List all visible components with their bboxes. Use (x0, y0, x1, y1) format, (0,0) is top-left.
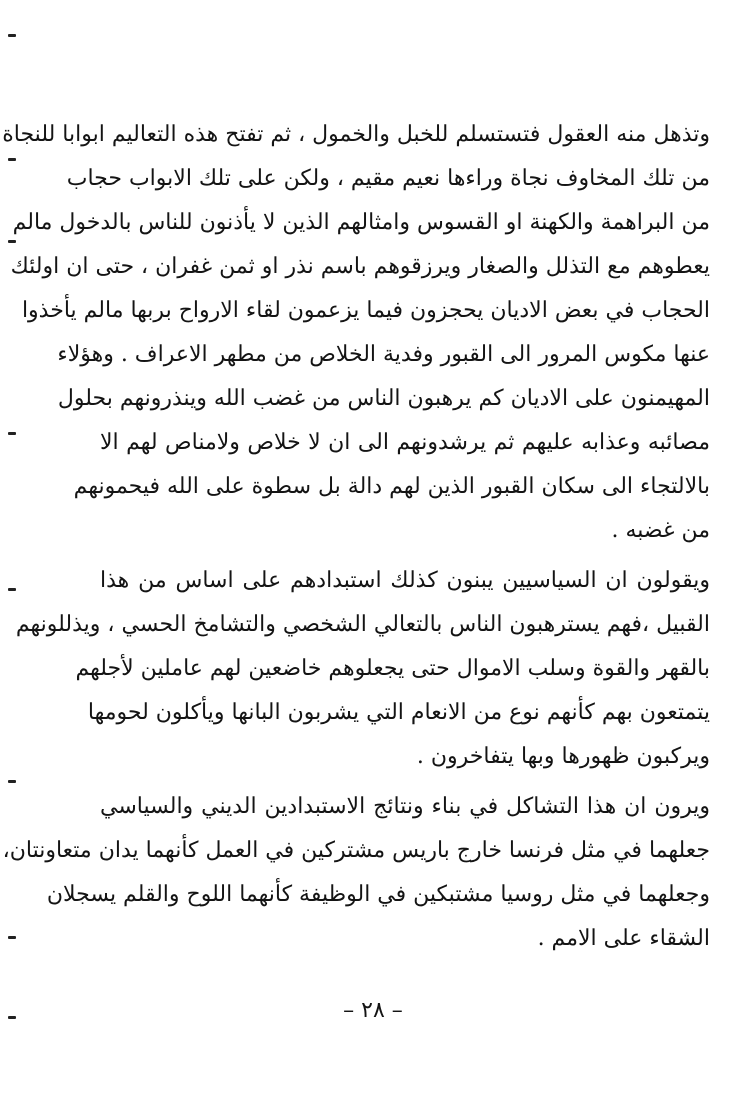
text-line: ويقولون ان السياسيين يبنون كذلك استبدادهم على اساس من هذا (100, 568, 710, 593)
page-number: – ٢٨ – (343, 998, 403, 1023)
text-line: الحجاب في بعض الاديان يحجزون فيما يزعمون لقاء الارواح بربها مالم يأخذوا (21, 298, 710, 323)
margin-mark (8, 780, 16, 783)
margin-mark (8, 34, 16, 37)
text-line: يعطوهم مع التذلل والصغار ويرزقوهم باسم نذر او ثمن غفران ، حتى ان اولئك (10, 254, 710, 279)
margin-mark (8, 936, 16, 939)
text-line: القبيل ،فهم يسترهبون الناس بالتعالي الشخصي والتشامخ الحسي ، ويذللونهم (15, 612, 710, 637)
text-line: من غضبه . (611, 518, 710, 543)
text-line: ويرون ان هذا التشاكل في بناء ونتائج الاستبدادين الديني والسياسي (100, 794, 710, 819)
text-line: الشقاء على الامم . (537, 926, 710, 951)
margin-mark (8, 588, 16, 591)
text-line: من تلك المخاوف نجاة وراءها نعيم مقيم ، ولكن على تلك الابواب حجاب (66, 166, 710, 191)
text-line: يتمتعون بهم كأنهم نوع من الانعام التي يشربون البانها ويأكلون لحومها (87, 700, 710, 725)
text-line: وجعلهما في مثل روسيا مشتبكين في الوظيفة كأنهما اللوح والقلم يسجلان (46, 882, 710, 907)
text-line: من البراهمة والكهنة او القسوس وامثالهم الذين لا يأذنون للناس بالدخول مالم (12, 210, 710, 235)
margin-mark (8, 158, 16, 161)
margin-mark (8, 432, 16, 435)
margin-mark (8, 240, 16, 243)
text-line: عنها مكوس المرور الى القبور وفدية الخلاص من مطهر الاعراف . وهؤلاء (57, 342, 710, 367)
text-line: جعلهما في مثل فرنسا خارج باريس مشتركين في العمل كأنهما يدان متعاونتان، (2, 838, 710, 863)
text-line: ويركبون ظهورها وبها يتفاخرون . (416, 744, 710, 769)
text-line: وتذهل منه العقول فتستسلم للخبل والخمول ، ثم تفتح هذه التعاليم ابوابا للنجاة (2, 122, 710, 147)
text-line: بالالتجاء الى سكان القبور الذين لهم دالة بل سطوة على الله فيحمونهم (73, 474, 710, 499)
text-line: مصائبه وعذابه عليهم ثم يرشدونهم الى ان لا خلاص ولامناص لهم الا (100, 430, 710, 455)
text-line: بالقهر والقوة وسلب الاموال حتى يجعلوهم خاضعين لهم عاملين لأجلهم (75, 656, 710, 681)
text-line: المهيمنون على الاديان كم يرهبون الناس من غضب الله وينذرونهم بحلول (57, 386, 710, 411)
